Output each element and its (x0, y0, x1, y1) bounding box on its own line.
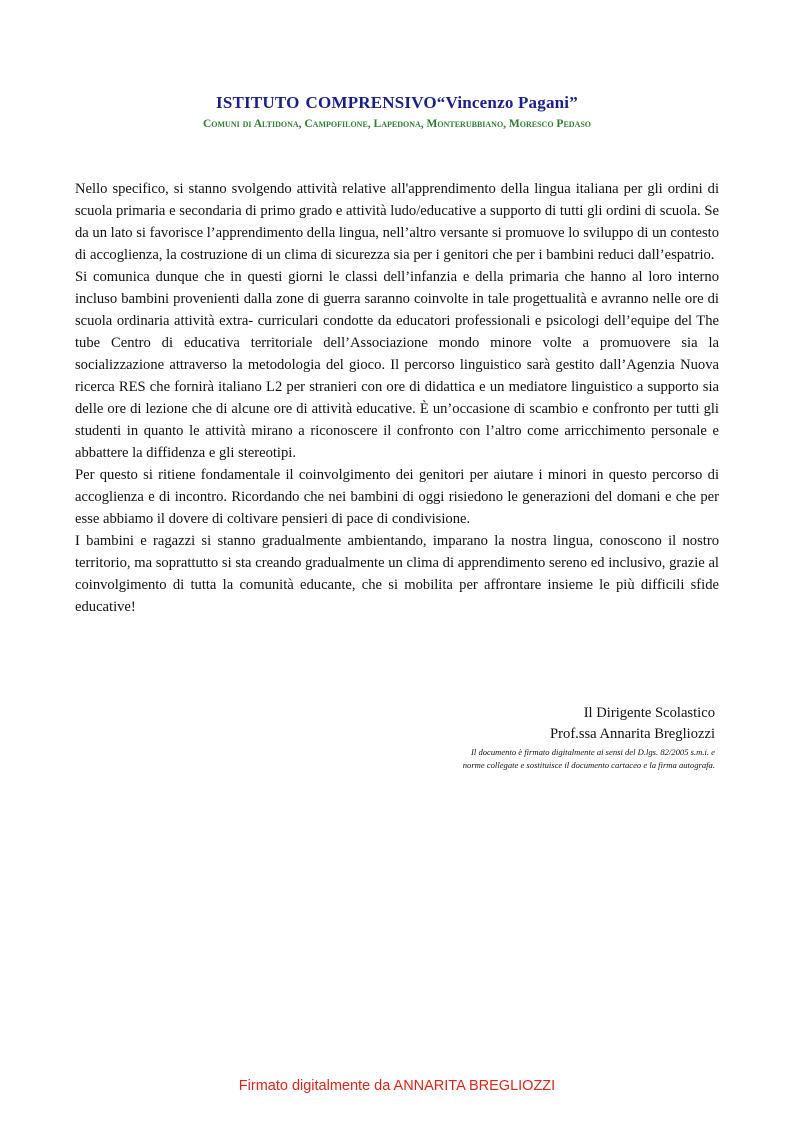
paragraph: Nello specifico, si stanno svolgendo attività relative all'apprendimento della lingua italiana per gli ordini di scuola primaria e secondaria di primo grado e attività ludo/educative a supporto di tutti gli ordini di scuola. Se da un lato si favorisce l’apprendimento della lingua, nell’altro versante si promuove lo sviluppo di un contesto di accoglienza, la costruzione di un clima di sicurezza sia per i genitori che per i bambini reduci dall’espatrio. (75, 181, 719, 263)
letter-body (75, 178, 719, 618)
school-municipalities: Comuni di Altidona, Campofilone, Lapedona, Monterubbiano, Moresco Pedaso (202, 118, 592, 130)
paragraph: Per questo si ritiene fondamentale il coinvolgimento dei genitori per aiutare i minori in questo percorso di accoglienza e di incontro. Ricordando che nei bambini di oggi risiedono le generazioni del domani e che per esse abbiamo il dovere di coltivare pensieri di pace di condivisione. (75, 467, 719, 527)
digital-signature-note (295, 746, 715, 772)
school-name (0, 92, 794, 114)
signer-name: Prof.ssa Annarita Bregliozzi (550, 726, 715, 742)
letterhead (0, 92, 794, 132)
paragraph: I bambini e ragazzi si stanno gradualmente ambientando, imparano la nostra lingua, conoscono il nostro territorio, ma soprattutto si sta creando gradualmente un clima di apprendimento sereno ed inclusivo, grazie al coinvolgimento di tutta la comunità educante, che si mobilita per affrontare insieme le più difficili sfide educative! (75, 533, 719, 615)
school-name-part1: ISTITUTO (216, 93, 300, 112)
signature-block (295, 703, 715, 772)
signer-role: Il Dirigente Scolastico (583, 705, 715, 721)
digital-signature-note-line: norme collegate e sostituisce il documento cartaceo e la firma autografa. (462, 760, 715, 770)
school-name-part2: COMPRENSIVO“Vincenzo Pagani” (305, 93, 578, 112)
digital-signature-note-line: Il documento è firmato digitalmente ai sensi del D.lgs. 82/2005 s.m.i. e (471, 747, 715, 757)
paragraph: Si comunica dunque che in questi giorni le classi dell’infanzia e della primaria che hanno al loro interno incluso bambini provenienti dalla zone di guerra saranno coinvolte in tale progettualità e avranno nelle ore di scuola ordinaria attività extra- curriculari condotte da educatori professionali e psicologi dell’equipe del The tube Centro di educativa territoriale dell’Associazione mondo minore volte a promuovere sia la socializzazione attraverso la metodologia del gioco. Il percorso linguistico sarà gestito dall’Agenzia Nuova ricerca RES che fornirà italiano L2 per stranieri con ore di didattica e un mediatore linguistico a supporto sia delle ore di lezione che di alcune ore di attività educative. È un’occasione di scambio e confronto per tutti gli studenti in quanto le attività mirano a riconoscere il confronto con l’altro come arricchimento personale e abbattere la diffidenza e gli stereotipi. (75, 269, 719, 461)
digital-signature-stamp: Firmato digitalmente da ANNARITA BREGLIOZZI (238, 1078, 556, 1094)
